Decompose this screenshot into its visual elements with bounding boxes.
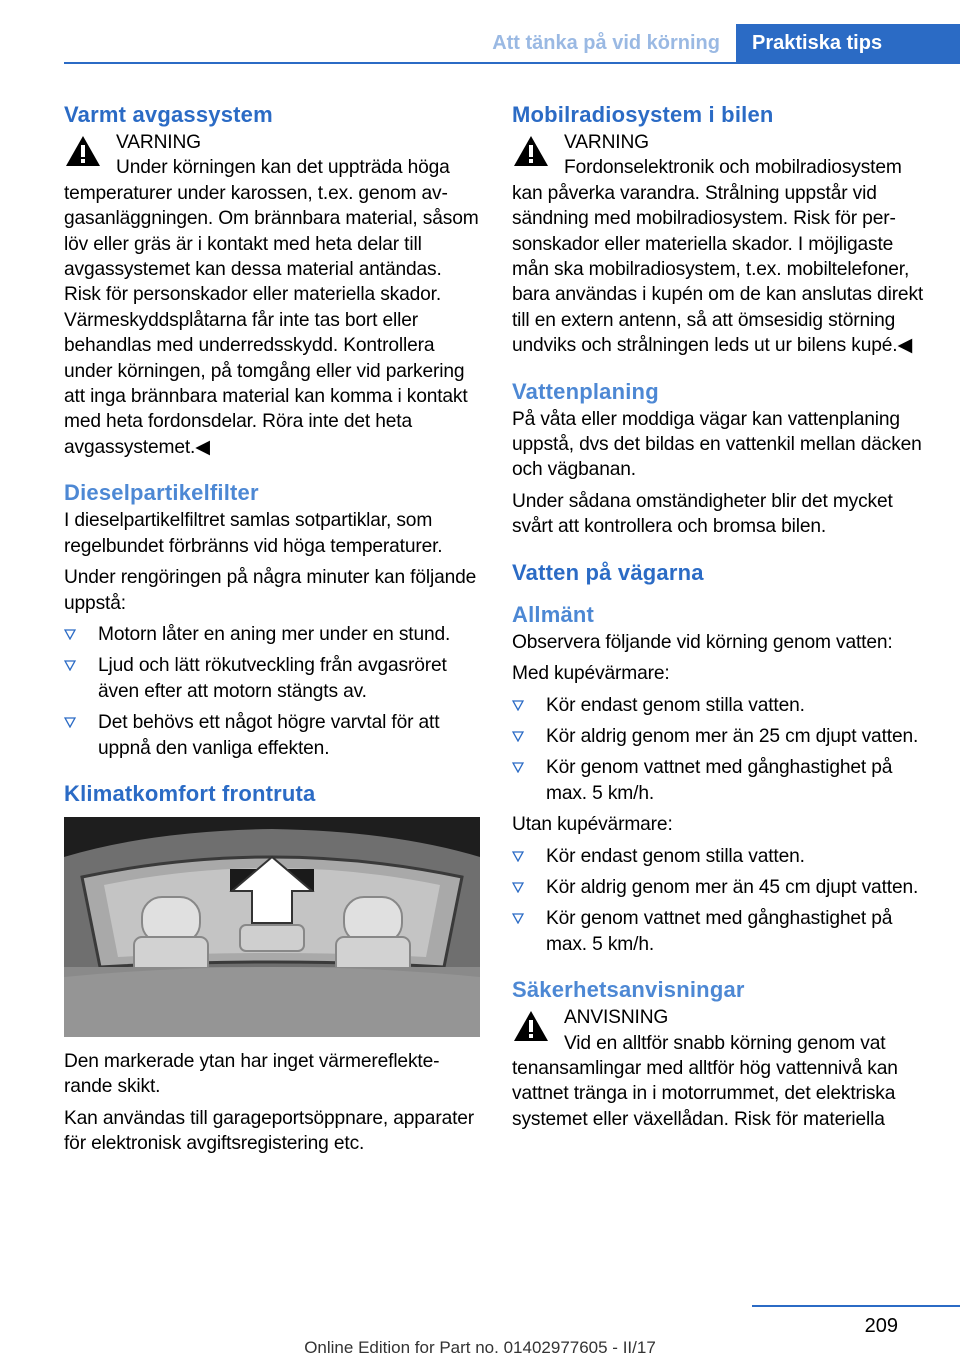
windscreen-photo (64, 817, 480, 1037)
warning-warm-exhaust (64, 130, 480, 460)
header-rule (64, 62, 960, 64)
heading-climate-windscreen: Klimatkomfort frontruta (64, 780, 316, 806)
warning-triangle-icon (64, 134, 102, 168)
notice-text: tenansamlingar med alltför hög vattennivå kan vattnet tränga in i motorrummet, det elektriska systemet eller växellådan. Risk för materiella (512, 1057, 898, 1130)
heading-general: Allmänt (512, 601, 595, 627)
heading-diesel-filter: Dieselpartikelfilter (64, 480, 259, 506)
bullet-triangle-icon (64, 629, 76, 640)
notice-label: ANVISNING (564, 1007, 669, 1029)
warning-triangle-icon (512, 1009, 550, 1043)
paragraph: Kan användas till garageportsöppnare, apparater för elektronisk avgiftsregistering etc. (64, 1107, 475, 1155)
warning-text: kan påverka varandra. Strålning uppstår vid sändning med mobilradiosystem. Risk för personskador eller materiella skador. I möjligaste mån ska mobilradiosystem, t.ex. mobiltelefoner, bara användas i kupén om de kan anslutas direkt till en extern antenn, så att ömsesidig störning undviks och strålningen leds ut ur bilens kupé.◀ (512, 182, 924, 357)
bullet-triangle-icon (64, 660, 76, 671)
diesel-list (64, 622, 480, 761)
bullet-triangle-icon (512, 851, 524, 862)
paragraph: Under sådana omständigheter blir det mycket svårt att kontrollera och bromsa bilen. (512, 490, 893, 538)
warning-label: VARNING (564, 132, 649, 153)
paragraph: Under rengöringen på några minuter kan följande uppstå: (64, 567, 477, 614)
edition-footer: Online Edition for Part no. 01402977605 - II/17 (304, 1338, 656, 1357)
without-heater-list (512, 844, 928, 958)
list-item: Det behövs ett något högre varvtal för att uppnå den vanliga effekten. (64, 710, 480, 761)
heading-water-on-road: Vatten på vägarna (512, 559, 704, 585)
list-item: Kör genom vattnet med gånghastighet på max. 5 km/h. (512, 755, 928, 806)
warning-first-line: Under körningen kan det uppträda höga (116, 157, 450, 179)
paragraph: Observera följande vid körning genom vatten: (512, 631, 893, 653)
notice-first-line: Vid en alltför snabb körning genom vat (564, 1032, 886, 1054)
heading-warm-exhaust: Varmt avgassystem (64, 102, 273, 127)
heading-aquaplaning: Vattenplaning (512, 378, 659, 404)
with-heater-list (512, 693, 928, 807)
header-chapter-tab[interactable]: Praktiska tips (736, 24, 960, 64)
warning-mobile-radio (512, 130, 928, 359)
paragraph: Den markerade ytan har inget värmereflekterande skikt. (64, 1050, 440, 1098)
list-item: Kör genom vattnet med gånghastighet på max. 5 km/h. (512, 906, 928, 957)
warning-first-line: Fordonselektronik och mobilradiosystem (564, 157, 902, 179)
page-number: 209 (864, 1315, 898, 1337)
heading-mobile-radio: Mobilradiosystem i bilen (512, 102, 774, 127)
warning-label: VARNING (116, 132, 201, 153)
list-item: Ljud och lätt rökutveckling från avgasröret även efter att motorn stängts av. (64, 653, 480, 704)
paragraph: Utan kupévärmare: (512, 814, 673, 836)
list-item: Motorn låter en aning mer under en stund. (64, 622, 480, 647)
bullet-triangle-icon (512, 762, 524, 773)
warning-text: temperaturer under karossen, t.ex. genom avgasanläggningen. Om brännbara material, såsom löv eller gräs är i kontakt med heta delar till avgassystemet kan dessa material antändas. Risk för personskador eller materiella skador. Värmeskyddsplåtarna får inte tas bort eller behandlas med underredsskydd. Kontrollera under körningen, på tomgång eller vid parkering att inga brännbara material kan komma i kontakt med heta fordonsdelar. Röra inte det heta avgassystemet.◀ (64, 182, 479, 458)
bullet-triangle-icon (512, 882, 524, 893)
left-column (64, 100, 480, 1157)
bullet-triangle-icon (512, 731, 524, 742)
list-item: Kör aldrig genom mer än 25 cm djupt vatten. (512, 724, 928, 749)
list-item: Kör aldrig genom mer än 45 cm djupt vatten. (512, 875, 928, 900)
bullet-triangle-icon (64, 717, 76, 728)
bullet-triangle-icon (512, 700, 524, 711)
paragraph: På våta eller moddiga vägar kan vattenplaning uppstå, dvs det bildas en vattenkil mellan däcken och vägbanan. (512, 408, 922, 481)
heading-safety: Säkerhetsanvisningar (512, 977, 745, 1003)
list-item: Kör endast genom stilla vatten. (512, 693, 928, 718)
header-section-tab[interactable]: Att tänka på vid körning (492, 32, 720, 54)
footer-rule (752, 1305, 960, 1307)
notice-safety (512, 1005, 928, 1132)
right-column (512, 100, 928, 1132)
paragraph: Med kupévärmare: (512, 663, 670, 685)
warning-triangle-icon (512, 134, 550, 168)
list-item: Kör endast genom stilla vatten. (512, 844, 928, 869)
bullet-triangle-icon (512, 913, 524, 924)
paragraph: I dieselpartikelfiltret samlas sotpartiklar, som regelbundet förbränns vid höga temperaturer. (64, 510, 443, 557)
